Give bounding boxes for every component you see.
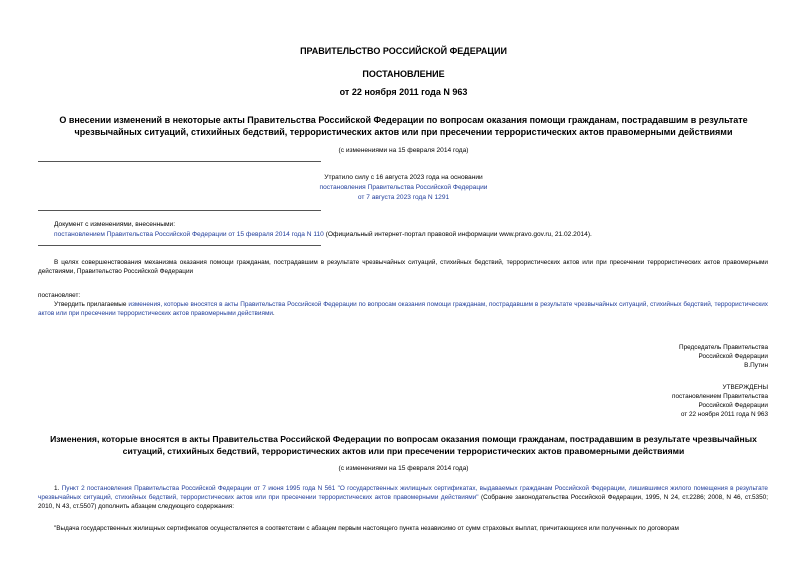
approved-date: от 22 ноября 2011 года N 963 (680, 411, 768, 418)
approved-label: УТВЕРЖДЕНЫ (722, 384, 768, 391)
preamble-paragraph: В целях совершенствования механизма оказания помощи гражданам, пострадавшим в результате чрезвычайных ситуаций, стихийных бедствий, террористических актов или при пресечении террористических актов правомерными действиями, Правительство Российской Федерации (38, 259, 768, 275)
revision-note: (с изменениями на 15 февраля 2014 года) (338, 147, 469, 154)
paragraph-number: 1. (54, 485, 62, 492)
divider (38, 210, 321, 211)
authority-heading: ПРАВИТЕЛЬСТВО РОССИЙСКОЙ ФЕДЕРАЦИИ (300, 46, 507, 56)
divider (38, 161, 321, 162)
repeal-decree-link[interactable]: постановления Правительства Российской Федерации (319, 184, 488, 191)
document-title-line2: чрезвычайных ситуаций, стихийных бедствий, террористических актов или при пресечении террористических актов правомерными действиями (74, 127, 733, 137)
approval-block (500, 383, 768, 419)
decree-paragraph (38, 300, 768, 318)
approved-country: Российской Федерации (698, 402, 768, 409)
doc-type-heading: ПОСТАНОВЛЕНИЕ (362, 69, 445, 79)
decree-561-link[interactable]: Пункт 2 постановления Правительства Российской Федерации от 7 июня 1995 года N 561 "О государственных жилищных сертификатах, выдаваемых гражданам Российской Федерации, лишившимся жилого помещения в результате чрезвычайных ситуаций, стихийных бедствий, террористических актов или при пресечении террористических актов правомерными действиями" (38, 485, 768, 501)
signature-country: Российской Федерации (698, 353, 768, 360)
approved-by: постановлением Правительства (672, 393, 768, 400)
decree-text-end: . (272, 310, 275, 317)
divider (38, 245, 321, 246)
amending-decree-link[interactable]: постановлением Правительства Российской Федерации от 15 февраля 2014 года N 110 (54, 231, 324, 238)
annex-title-line1: Изменения, которые вносятся в акты Правительства Российской Федерации по вопросам оказания помощи гражданам, пострадавшим в результате чрезвычайных (50, 434, 757, 444)
annex-revision-note: (с изменениями на 15 февраля 2014 года) (338, 465, 469, 472)
decree-word: постановляет: (38, 292, 81, 299)
date-number-heading: от 22 ноября 2011 года N 963 (339, 87, 468, 97)
paragraph-source: (Собрание законодательства Российской Федерации, 1995, N 24, ст.2286; 2008, N 46, ст.5350; 2010, N 43, ст.5507) дополнить абзацем следующего содержания: (38, 494, 768, 510)
annex-paragraph-2: "Выдача государственных жилищных сертификатов осуществляется в соответствии с абзацем первым настоящего пункта независимо от сумм страховых выплат, причитающихся или полученных по договорам (54, 525, 679, 532)
annex-paragraph-1 (38, 484, 768, 511)
amendments-link[interactable]: изменения, которые вносятся в акты Правительства Российской Федерации по вопросам оказания помощи гражданам, пострадавшим в результате чрезвычайных ситуаций, стихийных бедствий, террористических актов или при пресечении террористических актов правомерными действиями (38, 301, 768, 317)
signature-position: Председатель Правительства (679, 344, 768, 351)
changes-line (54, 231, 592, 238)
repeal-decree-date-link[interactable]: от 7 августа 2023 года N 1291 (357, 194, 450, 201)
changes-source: (Официальный интернет-портал правовой информации www.pravo.gov.ru, 21.02.2014). (323, 231, 592, 238)
annex-title-line2: ситуаций, стихийных бедствий, террористических актов или при пресечении террористических актов правомерными действиями (122, 446, 685, 456)
decree-text-start: Утвердить прилагаемые (54, 301, 129, 308)
signature-name: В.Путин (744, 362, 768, 369)
changes-label: Документ с изменениями, внесенными: (54, 221, 176, 228)
status-line: Утратило силу с 16 августа 2023 года на основании (324, 174, 483, 181)
signature-block (500, 343, 768, 370)
document-title-line1: О внесении изменений в некоторые акты Правительства Российской Федерации по вопросам оказания помощи гражданам, пострадавшим в результате (59, 115, 748, 125)
